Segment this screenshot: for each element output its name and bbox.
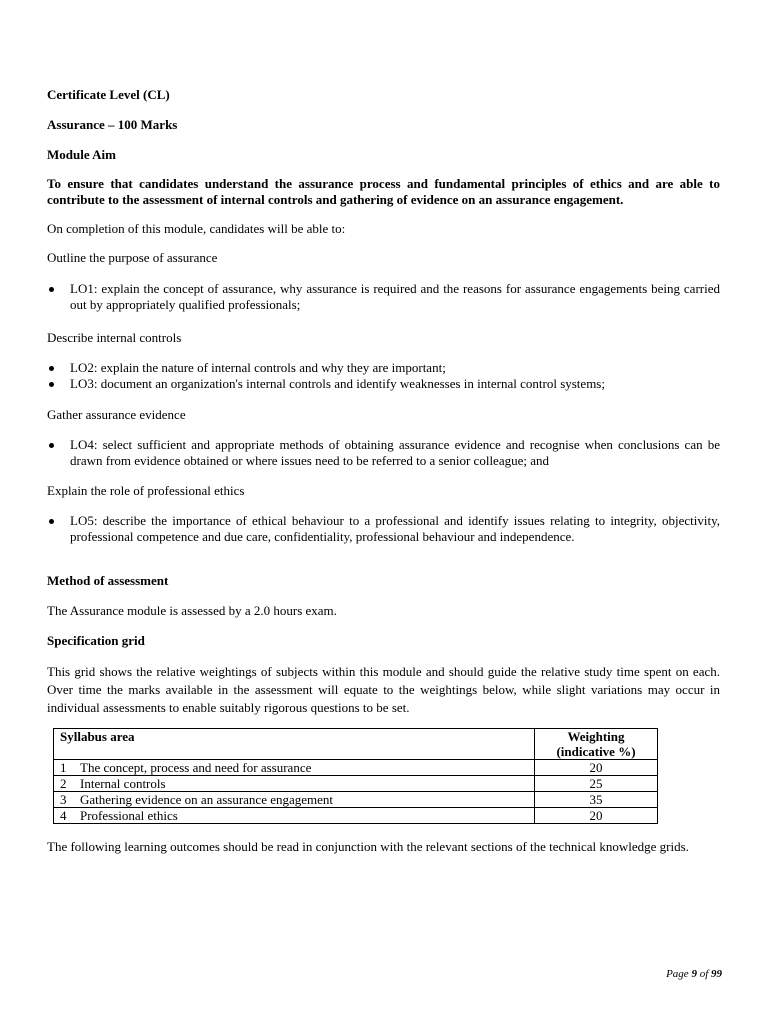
module-aim-text: To ensure that candidates understand the assurance process and fundamental principles of ethics and are able to contribute to the assessment of internal controls and gathering of evidence on an assurance engagement. — [47, 176, 720, 207]
document-page — [47, 87, 720, 856]
learning-outcome-lo4: LO4: select sufficient and appropriate methods of obtaining assurance evidence and recognise when conclusions can be drawn from evidence obtained or where issues need to be referred to a senior colleague; and — [47, 437, 720, 469]
closing-text: The following learning outcomes should be read in conjunction with the relevant sections of the technical knowledge grids. — [47, 839, 689, 854]
assessment-text: The Assurance module is assessed by a 2.0 hours exam. — [47, 603, 337, 618]
page-footer — [666, 966, 722, 982]
weighting-cell: 35 — [535, 792, 658, 808]
learning-outcome-lo2: LO2: explain the nature of internal controls and why they are important; — [47, 360, 720, 376]
of-label: of — [699, 968, 709, 980]
page-number: 9 — [691, 968, 697, 980]
row-number: 4 — [60, 808, 67, 823]
area-name: Gathering evidence on an assurance engagement — [80, 792, 334, 807]
row-number: 1 — [60, 760, 67, 775]
syllabus-area-cell — [54, 776, 535, 792]
module-title: Assurance – 100 Marks — [47, 117, 178, 132]
row-number: 2 — [60, 776, 67, 791]
specification-grid-table — [53, 728, 658, 824]
weighting-header-line1: Weighting — [567, 729, 625, 744]
page-total: 99 — [711, 968, 722, 980]
learning-outcomes-list — [47, 281, 720, 313]
learning-outcomes-list — [47, 437, 720, 469]
weighting-cell: 20 — [535, 808, 658, 824]
syllabus-area-cell — [54, 792, 535, 808]
area-name: The concept, process and need for assurance — [80, 760, 312, 775]
section-heading-internal-controls: Describe internal controls — [47, 330, 182, 345]
area-name: Professional ethics — [80, 808, 178, 823]
assessment-heading: Method of assessment — [47, 573, 169, 588]
syllabus-area-cell — [54, 760, 535, 776]
specification-grid-heading: Specification grid — [47, 633, 145, 648]
weighting-header-line2: (indicative %) — [556, 744, 636, 759]
intro-text: On completion of this module, candidates will be able to: — [47, 221, 346, 236]
learning-outcome-lo1: LO1: explain the concept of assurance, why assurance is required and the reasons for assurance engagements being carried out by appropriately qualified professionals; — [47, 281, 720, 313]
weighting-cell: 20 — [535, 760, 658, 776]
syllabus-area-cell — [54, 808, 535, 824]
specification-grid-text: This grid shows the relative weightings of subjects within this module and should guide the relative study time spent on each. Over time the marks available in the assessment will equate to the weightings below, while slight variations may occur in individual assessments to enable suitably rigorous questions to be set. — [47, 664, 720, 715]
learning-outcome-lo3: LO3: document an organization's internal controls and identify weaknesses in internal control systems; — [47, 376, 720, 392]
module-aim-heading: Module Aim — [47, 147, 116, 162]
learning-outcomes-list — [47, 360, 720, 392]
page-label: Page — [666, 968, 689, 980]
weighting-cell: 25 — [535, 776, 658, 792]
section-heading-purpose: Outline the purpose of assurance — [47, 250, 218, 265]
area-name: Internal controls — [80, 776, 166, 791]
table-row — [54, 792, 658, 808]
row-number: 3 — [60, 792, 67, 807]
weighting-header — [535, 729, 658, 760]
table-row — [54, 776, 658, 792]
learning-outcome-lo5: LO5: describe the importance of ethical behaviour to a professional and identify issues relating to integrity, objectivity, professional competence and due care, confidentiality, professional behaviour and independence. — [47, 513, 720, 545]
table-header-row — [54, 729, 658, 760]
section-heading-evidence: Gather assurance evidence — [47, 407, 186, 422]
table-row — [54, 808, 658, 824]
learning-outcomes-list — [47, 513, 720, 545]
table-row — [54, 760, 658, 776]
section-heading-ethics: Explain the role of professional ethics — [47, 483, 245, 498]
syllabus-area-header: Syllabus area — [54, 729, 535, 760]
certificate-level-heading: Certificate Level (CL) — [47, 87, 170, 102]
